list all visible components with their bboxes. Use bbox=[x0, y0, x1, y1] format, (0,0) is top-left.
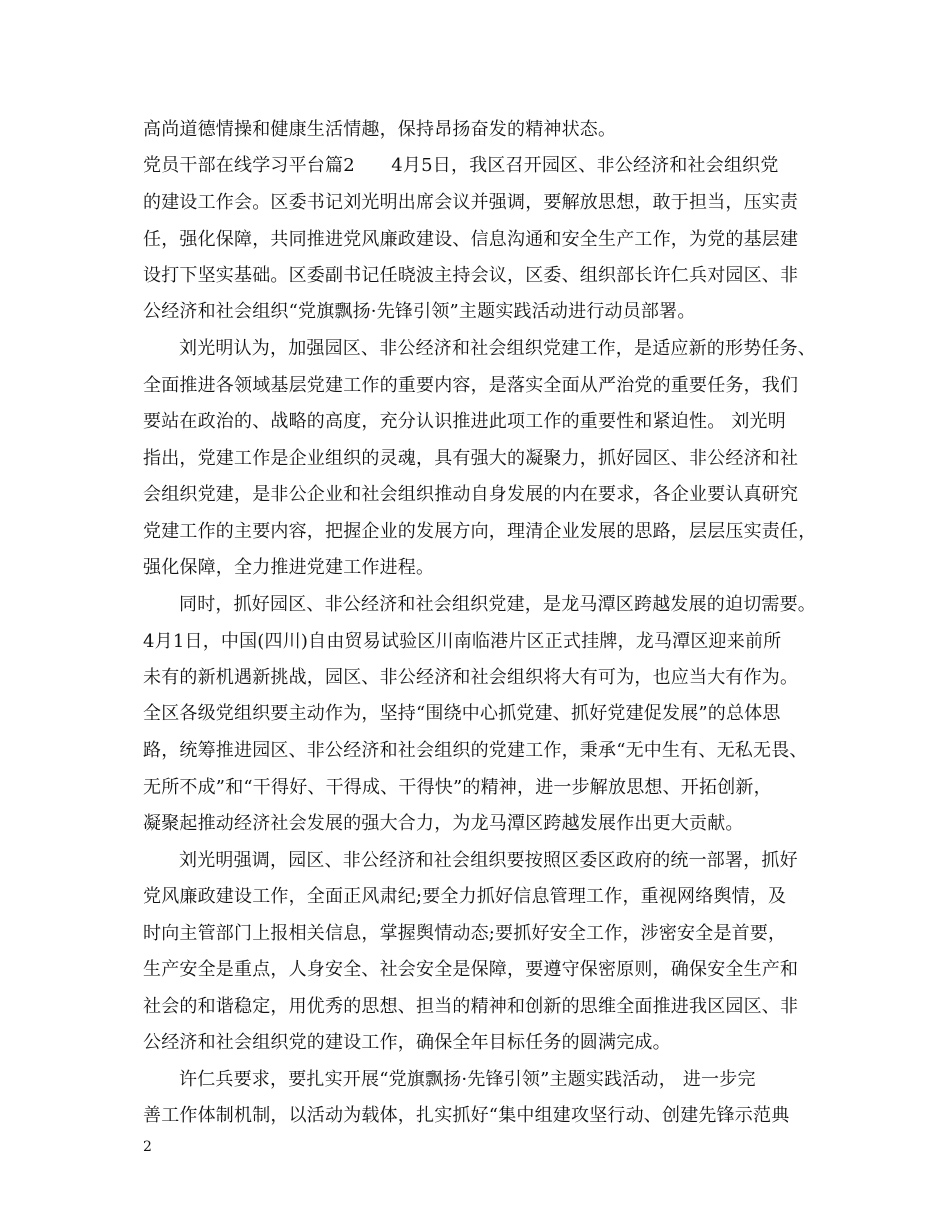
text-line: 党建工作的主要内容，把握企业的发展方向，理清企业发展的思路，层层压实责任， bbox=[143, 521, 817, 542]
text-line: 全面推进各领域基层党建工作的重要内容，是落实全面从严治党的重要任务，我们 bbox=[143, 375, 799, 396]
text-line: 善工作体制机制，以活动为载体，扎实抓好“集中组建攻坚行动、创建先锋示范典 bbox=[143, 1105, 790, 1126]
text-line: 时向主管部门上报相关信息，掌握舆情动态;要抓好安全工作，涉密安全是首要， bbox=[143, 923, 787, 944]
text-line: 无所不成”和“干得好、干得成、干得快”的精神，进一步解放思想、开拓创新， bbox=[143, 777, 772, 798]
text-line: 公经济和社会组织“党旗飘扬·先锋引领”主题实践活动进行动员部署。 bbox=[143, 301, 696, 322]
paragraph-first-line: 同时，抓好园区、非公经济和社会组织党建，是龙马潭区跨越发展的迫切需要。 bbox=[179, 594, 816, 615]
text-line: 设打下坚实基础。区委副书记任晓波主持会议，区委、组织部长许仁兵对园区、非 bbox=[143, 265, 799, 286]
page-number: 2 bbox=[143, 1139, 152, 1155]
text-line: 会组织党建，是非公企业和社会组织推动自身发展的内在要求，各企业要认真研究 bbox=[143, 484, 799, 505]
text-line: 凝聚起推动经济社会发展的强大合力，为龙马潭区跨越发展作出更大贡献。 bbox=[143, 813, 744, 834]
text-line: 党员干部在线学习平台篇2 4月5日，我区召开园区、非公经济和社会组织党 bbox=[143, 155, 779, 176]
text-line: 的建设工作会。区委书记刘光明出席会议并强调，要解放思想，敢于担当，压实责 bbox=[143, 192, 799, 213]
text-line: 社会的和谐稳定，用优秀的思想、担当的精神和创新的思维全面推进我区园区、非 bbox=[143, 996, 799, 1017]
text-line: 全区各级党组织要主动作为，坚持“围绕中心抓党建、抓好党建促发展”的总体思 bbox=[143, 703, 781, 724]
text-line: 党风廉政建设工作，全面正风肃纪;要全力抓好信息管理工作，重视网络舆情，及 bbox=[143, 886, 787, 907]
text-line: 要站在政治的、战略的高度，充分认识推进此项工作的重要性和紧迫性。 刘光明 bbox=[143, 411, 786, 432]
text-line: 4月1日，中国(四川)自由贸易试验区川南临港片区正式挂牌，龙马潭区迎来前所 bbox=[143, 631, 782, 652]
paragraph-first-line: 刘光明认为，加强园区、非公经济和社会组织党建工作，是适应新的形势任务、 bbox=[179, 338, 816, 359]
text-line: 指出，党建工作是企业组织的灵魂，具有强大的凝聚力，抓好园区、非公经济和社 bbox=[143, 448, 799, 469]
paragraph-first-line: 许仁兵要求，要扎实开展“党旗飘扬·先锋引领”主题实践活动， 进一步完 bbox=[179, 1069, 756, 1090]
text-line: 高尚道德情操和健康生活情趣，保持昂扬奋发的精神状态。 bbox=[143, 119, 617, 140]
text-line: 任，强化保障，共同推进党风廉政建设、信息沟通和安全生产工作，为党的基层建 bbox=[143, 229, 799, 250]
text-line: 强化保障，全力推进党建工作进程。 bbox=[143, 557, 435, 578]
paragraph-first-line: 刘光明强调，园区、非公经济和社会组织要按照区委区政府的统一部署，抓好 bbox=[179, 850, 798, 871]
text-line: 未有的新机遇新挑战，园区、非公经济和社会组织将大有可为，也应当大有作为。 bbox=[143, 667, 799, 688]
text-line: 路，统筹推进园区、非公经济和社会组织的党建工作，秉承“无中生有、无私无畏、 bbox=[143, 740, 808, 761]
text-line: 生产安全是重点，人身安全、社会安全是保障，要遵守保密原则，确保安全生产和 bbox=[143, 959, 799, 980]
text-line: 公经济和社会组织党的建设工作，确保全年目标任务的圆满完成。 bbox=[143, 1032, 671, 1053]
